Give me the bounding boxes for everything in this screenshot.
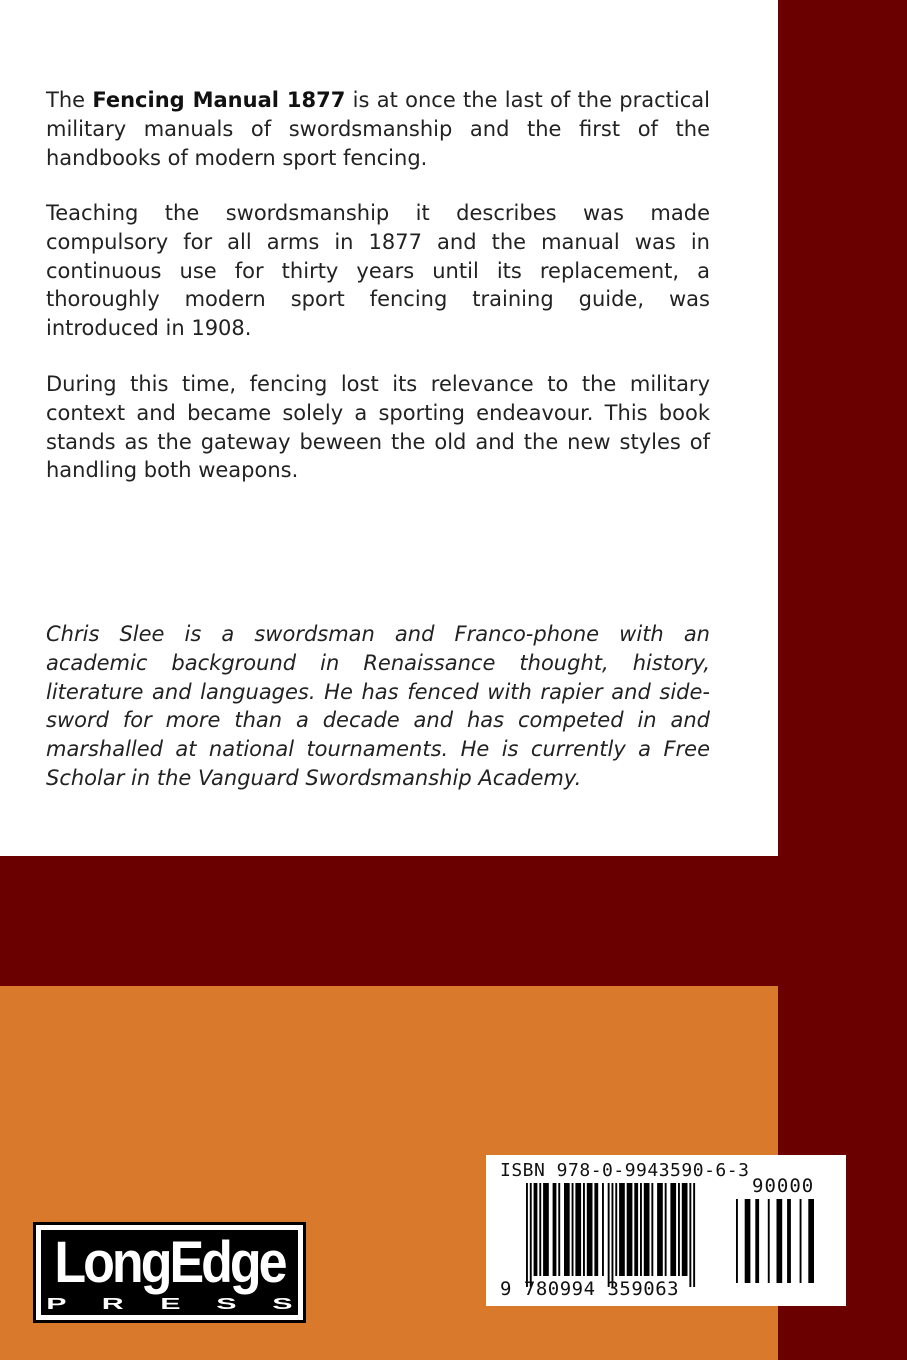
description-paragraph-1 bbox=[46, 86, 710, 172]
logo-background bbox=[41, 1230, 298, 1315]
barcode-bar bbox=[602, 1183, 604, 1276]
barcode-addon-bar bbox=[736, 1199, 738, 1283]
barcode-bar bbox=[572, 1183, 574, 1276]
ean-digits: 9 780994 359063 bbox=[500, 1278, 680, 1300]
barcode-bar bbox=[627, 1183, 633, 1276]
barcode-bar bbox=[539, 1183, 541, 1276]
barcode-bar bbox=[608, 1183, 610, 1287]
barcode-bar bbox=[583, 1183, 585, 1276]
barcode-bar bbox=[564, 1183, 570, 1276]
barcode-bar bbox=[615, 1183, 617, 1276]
barcode-addon-bar bbox=[800, 1199, 802, 1283]
barcode-bar bbox=[619, 1183, 625, 1276]
barcode-bar bbox=[553, 1183, 557, 1276]
barcode-bar bbox=[670, 1183, 676, 1276]
logo-subtitle-letter: S bbox=[272, 1296, 293, 1313]
barcode-bar bbox=[682, 1183, 688, 1276]
isbn-label: ISBN 978-0-9943590-6-3 bbox=[500, 1160, 750, 1181]
publisher-logo bbox=[33, 1222, 306, 1323]
barcode-bar bbox=[640, 1183, 642, 1276]
description-paragraph-2: Teaching the swordsmanship it describes was made compulsory for all arms in 1877 and the manual was in continuous use for thirty years until its replacement, a thoroughly modern sport fencing training guide, was introduced in 1908. bbox=[46, 201, 710, 341]
description-p1-lead: The bbox=[46, 88, 93, 112]
description-p1-rest: is at once the last of the practical military manuals of swordsmanship and the first of the handbooks of modern sport fencing. bbox=[46, 88, 710, 170]
barcode-bar bbox=[665, 1183, 667, 1276]
barcode-bar bbox=[693, 1183, 695, 1287]
barcode-bar bbox=[575, 1183, 581, 1276]
barcode-addon-bar bbox=[755, 1199, 759, 1283]
barcode-bar bbox=[612, 1183, 614, 1287]
barcode-bar bbox=[678, 1183, 680, 1276]
barcode-addon-bar bbox=[808, 1199, 814, 1283]
book-title-bold: Fencing Manual 1877 bbox=[92, 88, 346, 112]
barcode-addon-bar bbox=[787, 1199, 791, 1283]
barcode-bar bbox=[644, 1183, 650, 1276]
description-paragraph-3: During this time, fencing lost its relevance to the military context and became solely a sporting endeavour. This book stands as the gateway beween the old and the new styles of handling both weapons. bbox=[46, 372, 710, 483]
barcode-addon-bar bbox=[777, 1199, 783, 1283]
barcode-bar bbox=[534, 1183, 538, 1276]
barcode-bar bbox=[657, 1183, 663, 1276]
logo-subtitle-letter: P bbox=[46, 1296, 67, 1313]
barcode-bar bbox=[543, 1183, 549, 1276]
barcode-bar bbox=[558, 1183, 560, 1276]
barcode-bar bbox=[651, 1183, 653, 1276]
barcode-addon-bar bbox=[745, 1199, 751, 1283]
barcode-bar bbox=[587, 1183, 593, 1276]
author-bio: Chris Slee is a swordsman and Franco-phone with an academic background in Renaissance thought, history, literature and languages. He has fenced with rapier and side-sword for more than a decade and has competed in and marshalled at national tournaments. He is currently a Free Scholar in the Vanguard Swordsmanship Academy. bbox=[46, 622, 710, 790]
logo-wordmark: LongEdge bbox=[54, 1230, 285, 1296]
barcode-bar bbox=[530, 1183, 532, 1287]
barcode-bar bbox=[594, 1183, 598, 1276]
barcode-bar bbox=[526, 1183, 528, 1287]
logo-subtitle-letter: R bbox=[102, 1296, 125, 1313]
barcode-addon-bar bbox=[768, 1199, 770, 1283]
logo-subtitle-letter: E bbox=[159, 1296, 181, 1313]
isbn-barcode bbox=[486, 1155, 846, 1306]
logo-subtitle-letter: S bbox=[216, 1296, 237, 1313]
price-code: 90000 bbox=[752, 1175, 815, 1197]
logo-subtitle bbox=[46, 1296, 293, 1314]
barcode-bar bbox=[689, 1183, 691, 1287]
barcode-bar bbox=[634, 1183, 638, 1276]
